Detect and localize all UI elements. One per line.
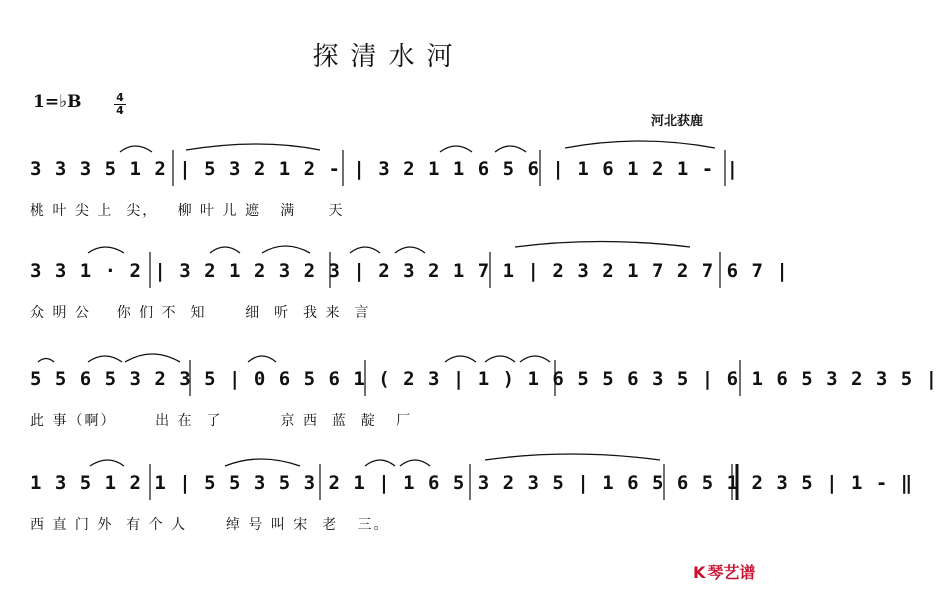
system-1-lyrics: 桃 叶 尖 上 尖， 柳 叶 儿 遮 满 天 (30, 203, 345, 219)
system-3-lyrics: 此 事（啊） 出 在 了 京 西 蓝 靛 厂 (30, 413, 413, 429)
time-signature-top: 4 (116, 91, 124, 104)
song-origin: 河北获鹿 (651, 114, 704, 129)
system-2-lyrics: 众 明 公 你 们 不 知 细 听 我 来 言 (30, 305, 371, 321)
brand-mark: K (693, 563, 706, 582)
system-1-notes: 3 3 3 5 1 2 | 5 3 2 1 2 - | 3 2 1 1 6 5 6 | 1 6 1 2 1 - | (30, 158, 740, 180)
system-4-notes: 1 3 5 1 2 1 | 5 5 3 5 3 2 1 | 1 6 5 3 2 3 5 | 1 6 5 6 5 1 2 3 5 | 1 - ‖ (30, 472, 914, 494)
system-2-notes: 3 3 1 · 2 | 3 2 1 2 3 2 3 | 2 3 2 1 7 1 | 2 3 2 1 7 2 7 6 7 | (30, 260, 789, 282)
system-3-notes: 5 5 6 5 3 2 3 5 | 0 6 5 6 1 ( 2 3 | 1 ) 1 6 5 5 6 3 5 | 6 1 6 5 3 2 3 5 | (30, 368, 938, 390)
song-title: 探清水河 (312, 42, 465, 72)
brand-text: 琴艺谱 (707, 563, 756, 582)
system-4-lyrics: 西 直 门 外 有 个 人 绰 号 叫 宋 老 三。 (30, 517, 390, 533)
time-signature-bottom: 4 (114, 104, 126, 117)
key-signature: 1=♭B (33, 92, 82, 112)
brand-logo (693, 560, 755, 583)
time-signature (114, 92, 126, 117)
